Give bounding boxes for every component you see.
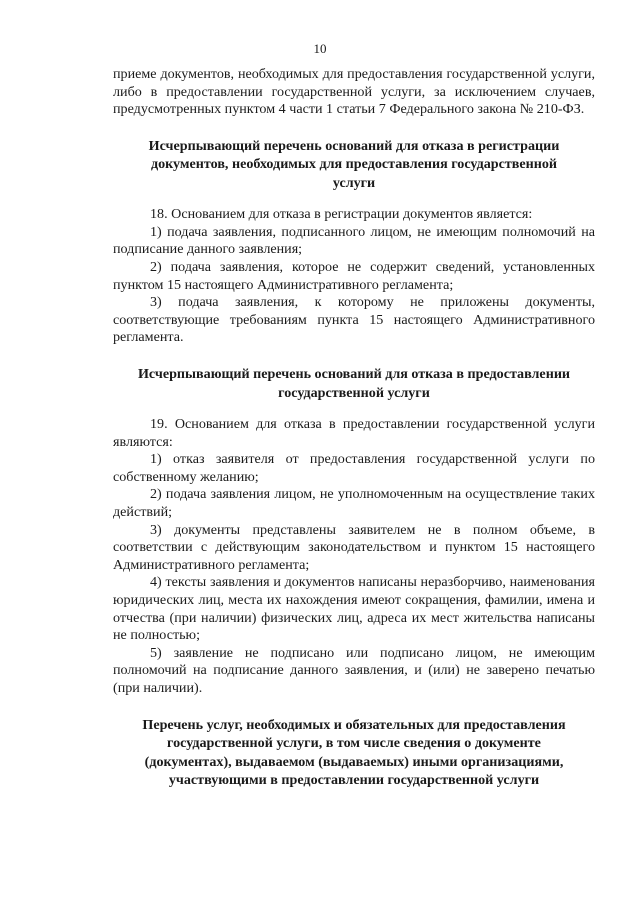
- section-heading-registration-refusal: Исчерпывающий перечень оснований для отказа в регистрации документов, необходимых для предоставления государственной услуги: [148, 137, 560, 191]
- clause-18-item-2: 2) подача заявления, которое не содержит сведений, установленных пунктом 15 настоящего Административного регламента;: [113, 259, 595, 293]
- clause-18-item-3: 3) подача заявления, к которому не приложены документы, соответствующие требованиям пункта 15 настоящего Административного регламента.: [113, 294, 595, 346]
- clause-19-item-1: 1) отказ заявителя от предоставления государственной услуги по собственному желанию;: [113, 451, 595, 485]
- clause-19-lead: 19. Основанием для отказа в предоставлении государственной услуги являются:: [113, 416, 595, 450]
- clause-18-item-1: 1) подача заявления, подписанного лицом, не имеющим полномочий на подписание данного заявления;: [113, 223, 595, 258]
- section-heading-service-refusal: Исчерпывающий перечень оснований для отказа в предоставлении государственной услуги: [137, 366, 571, 401]
- clause-18-lead: 18. Основанием для отказа в регистрации документов является:: [150, 206, 533, 223]
- page-content: [113, 66, 595, 790]
- clause-19-item-4: 4) тексты заявления и документов написаны неразборчиво, наименования юридических лиц, места их нахождения имеют сокращения, фамилии, имена и отчества (при наличии) физических лиц, адреса их мест жительства написаны не полностью;: [113, 574, 595, 644]
- section-heading-required-services: Перечень услуг, необходимых и обязательных для предоставления государственной услуги, в том числе сведения о документе (документах), выдаваемом (выдаваемых) иными организациями, участвующими в предоставлении государственной услуги: [142, 716, 566, 789]
- page-number: 10: [313, 41, 327, 56]
- intro-paragraph: приеме документов, необходимых для предоставления государственной услуги, либо в предоставлении государственной услуги, за исключением случаев, предусмотренных пунктом 4 части 1 статьи 7 Федерального закона № 210-ФЗ.: [113, 66, 595, 118]
- clause-19-item-5: 5) заявление не подписано или подписано лицом, не имеющим полномочий на подписание данного заявления, и (или) не заверено печатью (при наличии).: [113, 644, 595, 696]
- clause-19-item-3: 3) документы представлены заявителем не в полном объеме, в соответствии с действующим законодательством и пунктом 15 настоящего Административного регламента;: [113, 521, 595, 573]
- clause-19-item-2: 2) подача заявления лицом, не уполномоченным на осуществление таких действий;: [113, 486, 595, 520]
